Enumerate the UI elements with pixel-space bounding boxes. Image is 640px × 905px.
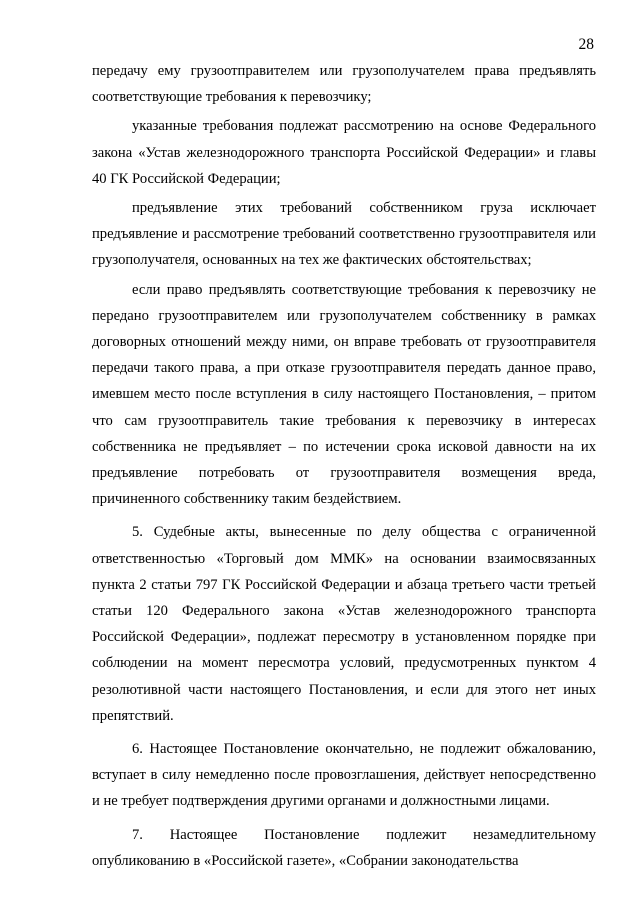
paragraph-owner-claim: предъявление этих требований собственником груза исключает предъявление и рассмотрение требований соответственно грузоотправителя или грузополучателя, основанных на тех же фактических обстоятельствах;	[92, 200, 596, 269]
paragraph-right-transfer: если право предъявлять соответствующие требования к перевозчику не передано грузоотправителем или грузополучателем собственнику в рамках договорных отношений между ними, он вправе требовать от грузоотправителя передачи такого права, а при отказе грузоотправителя передать данное право, имевшем место после вступления в силу настоящего Постановления, – притом что сам грузоотправитель такие требования к перевозчику в интересах собственника не предъявляет – по истечении срока исковой давности на их предъявление потребовать от грузоотправителя возмещения вреда, причиненного собственнику таким бездействием.	[92, 281, 596, 508]
document-body	[92, 58, 596, 874]
paragraph-item-5: 5. Судебные акты, вынесенные по делу общества с ограниченной ответственностью «Торговый дом ММК» на основании взаимосвязанных пункта 2 статьи 797 ГК Российской Федерации и абзаца третьего части третьей статьи 120 Федерального закона «Устав железнодорожного транспорта Российской Федерации», подлежат пересмотру в установленном порядке при соблюдении на момент пересмотра условий, предусмотренных пунктом 4 резолютивной части настоящего Постановления, и если для этого нет иных препятствий.	[92, 524, 596, 724]
paragraph-item-6: 6. Настоящее Постановление окончательно, не подлежит обжалованию, вступает в силу немедленно после провозглашения, действует непосредственно и не требует подтверждения другими органами и должностными лицами.	[92, 741, 596, 810]
paragraph-item-7: 7. Настоящее Постановление подлежит незамедлительному опубликованию в «Российской газете», «Собрании законодательства	[92, 826, 596, 869]
page-number: 28	[578, 36, 594, 53]
paragraph-continuation: передачу ему грузоотправителем или грузополучателем права предъявлять соответствующие требования к перевозчику;	[92, 63, 596, 106]
paragraph-requirements-review: указанные требования подлежат рассмотрению на основе Федерального закона «Устав железнодорожного транспорта Российской Федерации» и главы 40 ГК Российской Федерации;	[92, 118, 596, 187]
